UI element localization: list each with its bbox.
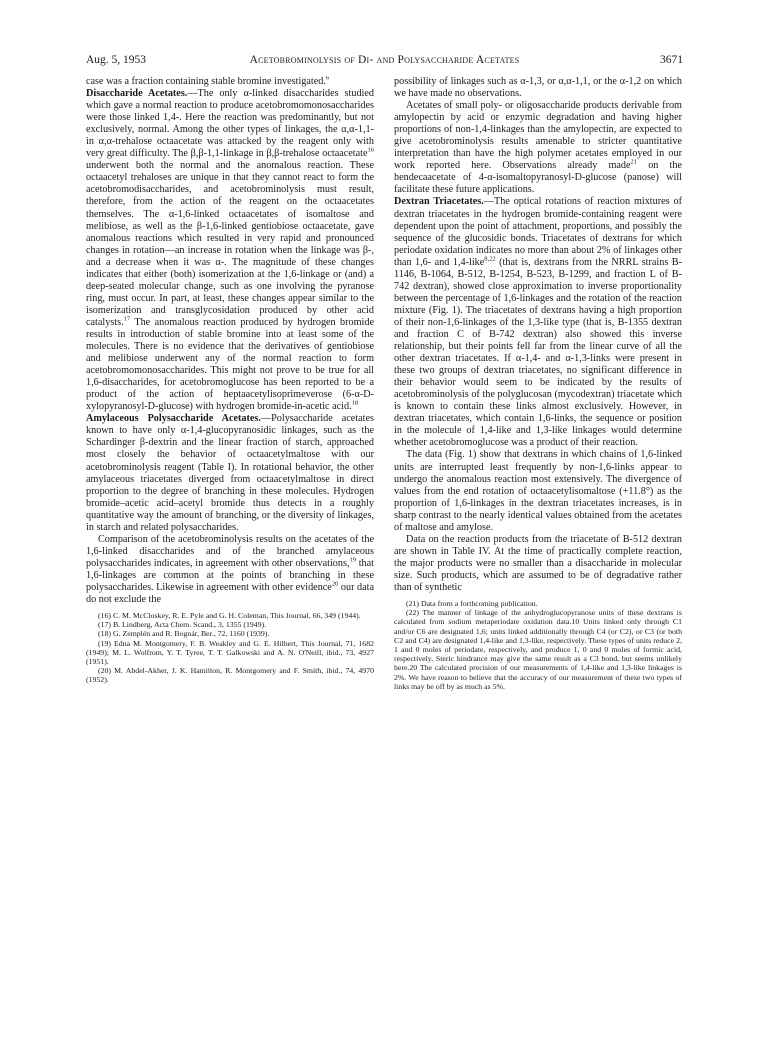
footnote: (18) G. Zemplén and R. Bognár, Ber., 72, 1160 (1939). <box>98 629 270 639</box>
ref-superscript: 20 <box>331 580 339 588</box>
ref-superscript: 18 <box>351 399 359 407</box>
footnote: (16) C. M. McCloskey, R. E. Pyle and G. H. Coleman, This Journal, 66, 349 (1944). <box>98 611 361 621</box>
header-title: Acetobrominolysis of Di- and Polysaccharide Acetates <box>249 54 520 66</box>
paragraph: Data on the reaction products from the triacetate of B-512 dextran are shown in Table IV. At the time of practically complete reaction, the major products were no smaller than a disaccharide in molecular size. Such products, which are assumed to be of degradative rather than of synthetic <box>394 533 682 593</box>
ref-superscript: 6 <box>325 76 330 82</box>
running-header <box>86 52 683 68</box>
footnotes-left <box>86 611 374 685</box>
section-heading: Dextran Triacetates. <box>394 196 484 208</box>
section-heading: Disaccharide Acetates. <box>86 88 188 100</box>
footnote: (21) Data from a forthcoming publication. <box>406 599 538 609</box>
paragraph: possibility of linkages such as α-1,3, or α,α-1,1, or the α-1,2 on which we have made no observations. <box>394 76 682 100</box>
footnote: (17) B. Lindberg, Acta Chem. Scand., 3, 1355 (1949). <box>98 620 267 630</box>
paragraph: Acetates of small poly- or oligosaccharide products derivable from amylopectin by acid or enzymic degradation and having higher proportions of non-1,4-linkages than the amylopectin, are expected to give acetobrominolysis results amenable to stricter quantitative interpretation than have the high polymer acetates employed in our work reported here. Observations already made$^{21}$ on the hendecaacetate of 4-α-isomaltopyranosyl-D-glucose (panose) will facilitate these future applications. <box>394 100 682 196</box>
ref-superscript: 17 <box>123 315 131 323</box>
section-heading: Amylaceous Polysaccharide Acetates. <box>86 413 261 425</box>
footnote: (22) The manner of linkage of the anhydroglucopyranose units of these dextrans is calculated from sodium metaperiodate oxidation data.10 Units linked only through C1 and/or C6 are designated 1,6; units linked additionally through C4 (or C2), or C3 (or both C2 and C4) are designated 1,4-like and 1,3-like, respectively. These types of units reduce 2, 1 and 0 moles of periodate, respectively, and produce 1, 0 and 0 moles of formic acid, respectively. Steric hindrance may give the same result as a C3 bond, but seems unlikely here.20 The calculated precision of our measurements of 1,4-like and 1,3-like linkages is 2%. We have reason to believe that the accuracy of our measurement of these two types of links may be off by as much as 5%. <box>394 608 682 691</box>
header-page-number: 3671 <box>660 54 683 66</box>
ref-superscript: 19 <box>349 556 357 564</box>
paragraph: case was a fraction containing stable bromine investigated.$^6$ <box>86 76 330 87</box>
paragraph: The data (Fig. 1) show that dextrans in which chains of 1,6-linked units are interrupted least frequently by non-1,6-links appear to undergo the anomalous reaction most extensively. The divergence of values from the end rotation of octaacetylisomaltose (+11.8°) as the proportion of 1,6-linkages in the dextran triacetates increases, is in sharp contrast to the nearly identical values obtained from the acetates of maltose and amylose. <box>394 449 682 533</box>
left-column: case was a fraction containing stable bromine investigated.$^6$ Disaccharide Acetates.—The only α-linked disaccharides studied which gave a normal reaction to produce acetobromomonosaccharides were those linked 1,4-. Here the reaction was predominantly, but not exclusively, normal. Among the other types of linkages, the α,α-1,1- in α,α-trehalose octaacetate was attacked by the reagent only with very great difficulty. The β,β-1,1-linkage in β,β-trehalose octaacetate$^{16}$ underwent both the normal and the anomalous reaction. These octaacetyl trehaloses are unique in that they cannot react to form the acetobromodisaccharides, and acetobrominolysis must result, therefore, from the action of the reagent on the octaacetates themselves. The α-1,6-linked octaacetates of isomaltose and melibiose, as well as the β-1,6-linked gentiobiose octaacetate, gave anomalous reactions which resulted in very rapid and pronounced changes in rotation—an increase in rotation when the linkage was β-, and a decrease when it was α-. The magnitude of these changes indicates that either (both) isomerization at the 1,6-linkage or (and) a deep-seated molecular change, such as one involving the pyranose ring, must occur. In part, at least, these changes appear similar to the isomerization and transglycosidation produced by other acid catalysts.$^{17}$ The anomalous reaction produced by hydrogen bromide results in introduction of stable bromine into at least some of the molecules. There is no evidence that the derivatives of gentiobiose and melibiose underwent any of the normal reaction to form acetobromomonosaccharides. This might not prove to be true for all 1,6-disaccharides, for acetobromoglucose has been reported to be a product of the action of heptaacetylisoprimeverose (6-α-D-xylopyranosyl-D-glucose) with hydrogen bromide-in-acetic acid.$^{18}$ Amylaceous Polysaccharide Acetates.—Polysaccharide acetates known to have only α-1,4-glucopyranosidic linkages, such as the Schardinger β-dextrin and the linear fraction of starch, approached most closely the behavior of octaacetylmaltose with our acetobrominolysis reagent (Table I). In rotational behavior, the other amylaceous triacetates diverged from octaacetylmaltose in direct proportion to the degree of branching in these molecules. Hydrogen bromide–acetic acid–acetyl bromide thus detects in a roughly quantitative way the amount of branching, or the diversity of linkages, in starch and related polysaccharides. Comparison of the acetobrominolysis results on the acetates of the 1,6-linked disaccharides and of the branched amylaceous polysaccharides indicates, in agreement with other observations,$^{19}$ that 1,6-linkages are common at the points of branching in these polysaccharides. Likewise in agreement with other evidence$^{20}$ our data do not exclude the (16) C. M. McCloskey, R. E. Pyle and G. H. Coleman, This Journal, 66, 349 (1944). (17) B. Lindberg, Acta Chem. Scand., 3, 1355 (1949). (18) G. Zemplén and R. Bognár, Ber., 72, 1160 (1939). (19) Edna M. Montgomery, F. B. Weakley and G. E. Hilbert, This Journal, 71, 1682 (1949); M. L. Wolfrom, Y. T. Tyree, T. T. Galkowski and A. N. O'Neill, ibid., 73, 4927 (1951). (20) M. Abdel-Akher, J. K. Hamilton, R. Montgomery and F. Smith, ibid., 74, 4970 (1952). <box>86 76 374 685</box>
footnote: (19) Edna M. Montgomery, F. B. Weakley and G. E. Hilbert, This Journal, 71, 1682 (1949); M. L. Wolfrom, Y. T. Tyree, T. T. Galkowski and A. N. O'Neill, ibid., 73, 4927 (1951). <box>86 638 374 667</box>
right-column: possibility of linkages such as α-1,3, or α,α-1,1, or the α-1,2 on which we have made no observations. Acetates of small poly- or oligosaccharide products derivable from amylopectin by acid or enzymic degradation and having higher proportions of non-1,4-linkages than the amylopectin, are expected to give acetobrominolysis results amenable to stricter quantitative interpretation than have the high polymer acetates employed in our work reported here. Observations already made$^{21}$ on the hendecaacetate of 4-α-isomaltopyranosyl-D-glucose (panose) will facilitate these future applications. Dextran Triacetates.—The optical rotations of reaction mixtures of dextran triacetates in the hydrogen bromide-containing reagent were dependent upon the point of attachment, proportions, and possibly the sequence of the glucosidic bonds. Triacetates of dextrans for which periodate oxidation indicates no more than about 2% of linkages other than 1,6- and 1,4-like$^{8,22}$ (that is, dextrans from the NRRL strains B-1146, B-1064, B-512, B-1254, B-523, B-1299, and fraction L of B-742 dextran), showed close approximation to inverse proportionality between the percentage of 1,6-linkages and the rotation of the reaction mixture (Fig. 1). The triacetates of dextrans having a high proportion of their non-1,6-linkages of the 1,3-like type (that is, B-1355 dextran and fraction C of B-742 dextran) also showed this inverse relationship, but their points fell far from the linear curve of all the other dextran triacetates. If α-1,4- and α-1,3-links were present in these two groups of dextran triacetates, no significant difference in their behavior would seem to be indicated by the results of acetobrominolysis of the polyglucosan (mycodextran) triacetate which is known to contain these links almost exclusively. However, in dextran triacetates, which contain 1,6-links, the sequence or position in the molecule of 1,4-like and 1,3-like linkages would determine whether acetobromoglucose was a product of their reaction. The data (Fig. 1) show that dextrans in which chains of 1,6-linked units are interrupted least frequently by non-1,6-links appear to undergo the anomalous reaction most extensively. The divergence of values from the end rotation of octaacetylisomaltose (+11.8°) as the proportion of 1,6-linkages in the dextran triacetates increases, is in sharp contrast to the nearly identical values obtained from the acetates of maltose and amylose. Data on the reaction products from the triacetate of B-512 dextran are shown in Table IV. At the time of practically complete reaction, the major products were no smaller than a disaccharide in molecular size. Such products, which are assumed to be of degradative rather than of synthetic (21) Data from a forthcoming publication. (22) The manner of linkage of the anhydroglucopyranose units of these dextrans is calculated from sodium metaperiodate oxidation data.10 Units linked only through C1 and/or C6 are designated 1,6; units linked additionally through C4 (or C2), or C3 (or both C2 and C4) are designated 1,4-like and 1,3-like, respectively. These types of units reduce 2, 1 and 0 moles of periodate, respectively, and produce 1, 0 and 0 moles of formic acid, respectively. Steric hindrance may give the same result as a C3 bond, but seems unlikely here.20 The calculated precision of our measurements of 1,4-like and 1,3-like linkages is 2%. We have reason to believe that the accuracy of our measurement of these two types of links may be off by as much as 5%. <box>394 76 682 691</box>
ref-superscript: 8,22 <box>484 255 496 263</box>
ref-superscript: 21 <box>630 158 638 166</box>
ref-superscript: 16 <box>367 146 374 154</box>
footnote: (20) M. Abdel-Akher, J. K. Hamilton, R. Montgomery and F. Smith, ibid., 74, 4970 (1952). <box>86 666 374 685</box>
footnotes-right <box>394 599 682 691</box>
paragraph: Comparison of the acetobrominolysis results on the acetates of the 1,6-linked disaccharides and of the branched amylaceous polysaccharides indicates, in agreement with other observations,$^{19}$ that 1,6-linkages are common at the points of branching in these polysaccharides. Likewise in agreement with other evidence$^{20}$ our data do not exclude the <box>86 533 374 606</box>
header-date: Aug. 5, 1953 <box>86 54 147 66</box>
